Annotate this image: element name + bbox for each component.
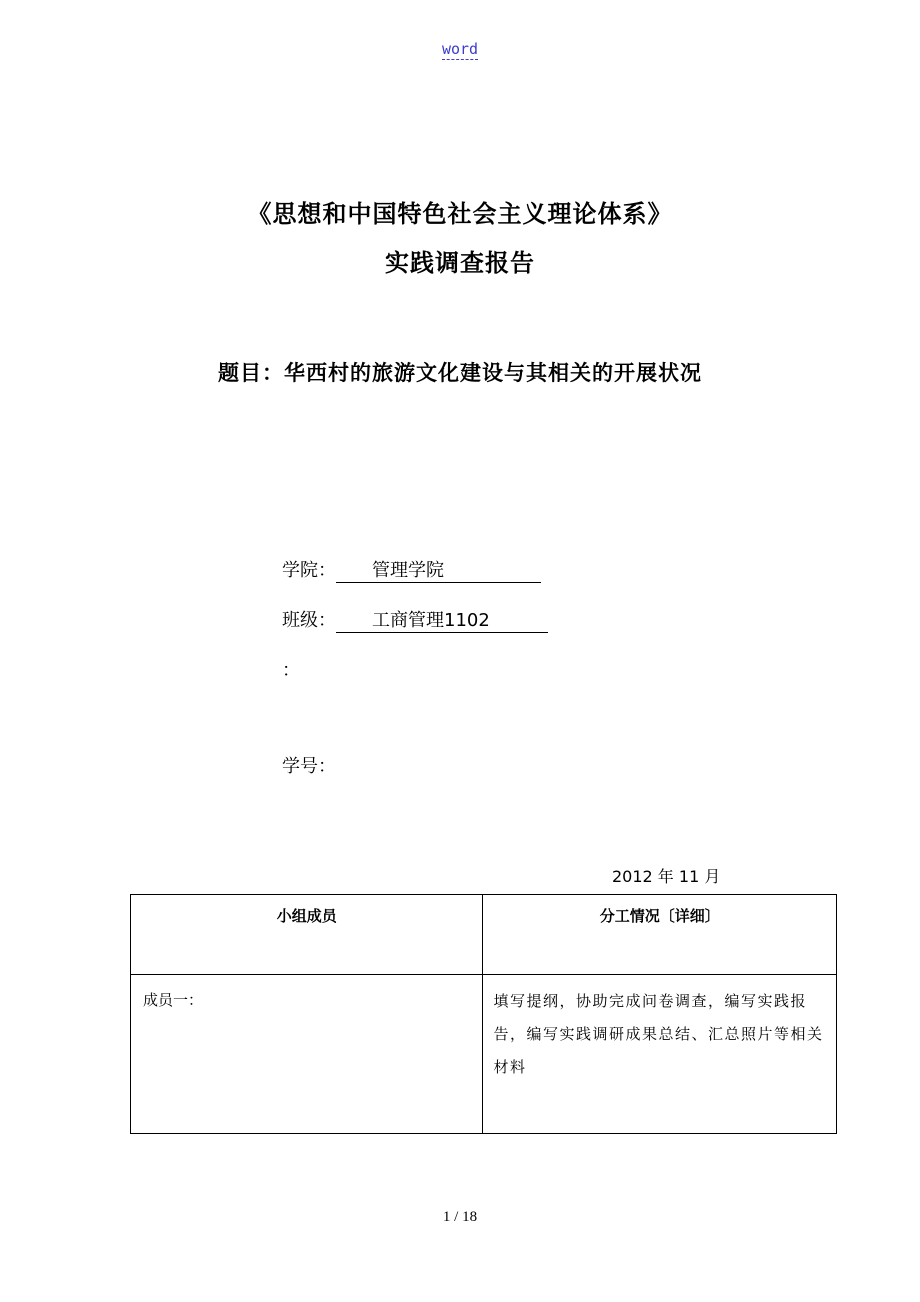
college-value: 管理学院 [336, 561, 541, 583]
name-label: ： [282, 660, 300, 681]
class-label: 班级： [282, 610, 336, 631]
header-tasks: 分工情况〔详细〕 [483, 895, 837, 975]
member-task: 填写提纲，协助完成问卷调查，编写实践报告，编写实践调研成果总结、汇总照片等相关材料 [493, 992, 824, 1076]
member-name: 成员一： [143, 991, 204, 1009]
header-word-link[interactable] [0, 40, 920, 58]
document-title-line2: 实践调查报告 [385, 249, 535, 277]
report-topic: 题目：华西村的旅游文化建设与其相关的开展状况 [218, 361, 702, 385]
student-id-field [282, 752, 336, 778]
header-members: 小组成员 [131, 895, 483, 975]
class-field [282, 606, 548, 633]
name-field [282, 656, 300, 682]
student-id-label: 学号： [282, 756, 336, 777]
document-title-line1: 《思想和中国特色社会主义理论体系》 [247, 200, 673, 228]
college-field [282, 556, 541, 583]
college-label: 学院： [282, 560, 336, 581]
page-number: 1 / 18 [442, 1209, 478, 1225]
members-table [130, 894, 837, 1134]
task-cell [483, 975, 837, 1134]
table-header-row [131, 895, 837, 975]
class-value: 工商管理1102 [336, 611, 548, 633]
member-cell [131, 975, 483, 1134]
table-row [131, 975, 837, 1134]
header-word-label[interactable]: word [441, 40, 479, 58]
report-date: 2012 年 11 月 [612, 867, 721, 886]
